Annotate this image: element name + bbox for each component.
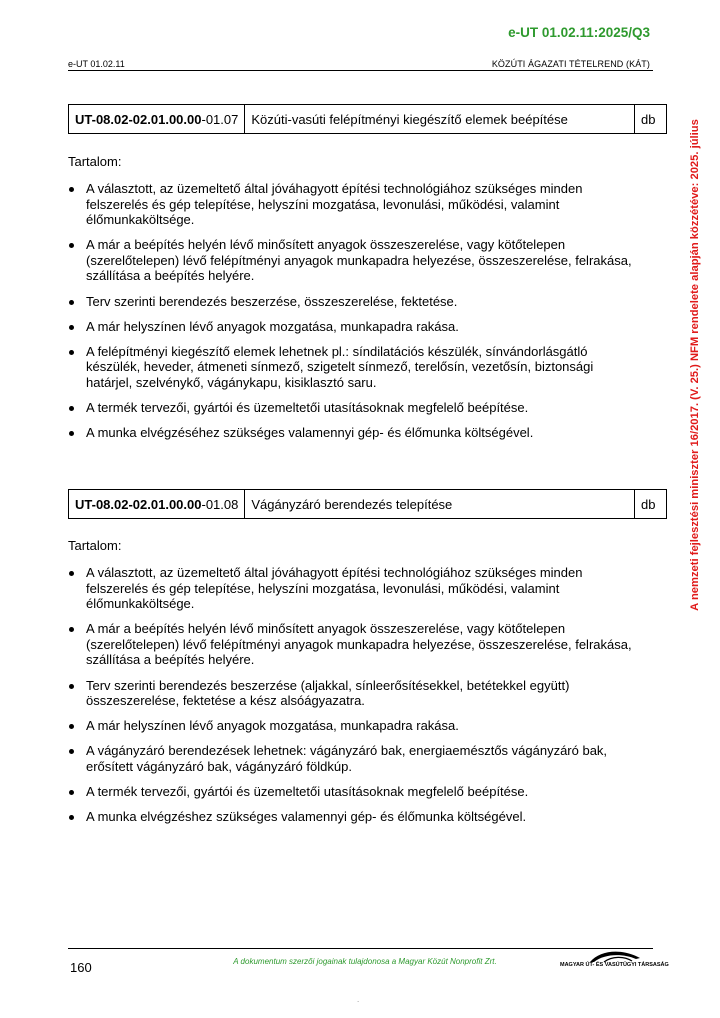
list-item: A termék tervezői, gyártói és üzemeltetői utasításoknak megfelelő beépítése.: [68, 400, 638, 416]
item-title: Közúti-vasúti felépítményi kiegészítő elemek beépítése: [245, 105, 635, 134]
item-unit: db: [635, 490, 667, 519]
content-list: [68, 565, 638, 834]
running-header-right: KÖZÚTI ÁGAZATI TÉTELREND (KÁT): [491, 59, 650, 69]
list-item: A felépítményi kiegészítő elemek lehetnek pl.: síndilatációs készülék, sínvándorlásgátló készülék, heveder, átmeneti sínmező, szigetelt sínmező, terelősín, vezetősín, biztonsági határjel, szelvénykő, vágánykapu, kisiklasztó saru.: [68, 344, 638, 391]
list-item: A munka elvégzéshez szükséges valamennyi gép- és élőmunka költségével.: [68, 809, 638, 825]
society-logo-icon: [560, 950, 669, 972]
publication-sidebar-note: A nemzeti fejlesztési miniszter 16/2017. (V. 25.) NFM rendelete alapján közzétéve: 2025. július: [689, 119, 701, 611]
list-item: Terv szerinti berendezés beszerzése, összeszerelése, fektetése.: [68, 294, 638, 310]
item-code-suffix: -01.07: [201, 111, 239, 127]
list-item: A vágányzáró berendezések lehetnek: vágányzáró bak, energiaemésztős vágányzáró bak, erősített vágányzáró bak, vágányzáró földkúp.: [68, 743, 638, 774]
page-number: 160: [70, 960, 92, 975]
item-code-main: UT-08.02-02.01.00.00: [75, 111, 202, 127]
list-item: A már a beépítés helyén lévő minősített anyagok összeszerelése, vagy kötőtelepen (szerelőtelepen) lévő felépítményi anyagok munkapadra helyezése, összeszerelése, felrakása, szállítása a beépítés helyére.: [68, 621, 638, 668]
footer-rule: [68, 948, 653, 949]
list-item: A munka elvégzéséhez szükséges valamennyi gép- és élőmunka költségével.: [68, 425, 638, 441]
item-code: [69, 490, 245, 519]
list-item: A választott, az üzemeltető által jóváhagyott építési technológiához szükséges minden felszerelés és gép telepítése, helyszíni mozgatása, levonulási, működési, valamint élőmunkaköltsége.: [68, 181, 638, 228]
content-list: [68, 181, 638, 450]
list-item: A már a beépítés helyén lévő minősített anyagok összeszerelése, vagy kötőtelepen (szerelőtelepen) lévő felépítményi anyagok munkapadra helyezése, összeszerelése, felrakása, szállítása a beépítés helyére.: [68, 237, 638, 284]
item-header-row: [69, 490, 667, 519]
item-code-main: UT-08.02-02.01.00.00: [75, 496, 202, 512]
list-item: A termék tervezői, gyártói és üzemeltetői utasításoknak megfelelő beépítése.: [68, 784, 638, 800]
list-item: A választott, az üzemeltető által jóváhagyott építési technológiához szükséges minden felszerelés és gép telepítése, helyszíni mozgatása, levonulási, működési, valamint élőmunkaköltsége.: [68, 565, 638, 612]
item-header-row: [69, 105, 667, 134]
list-item: A már helyszínen lévő anyagok mozgatása, munkapadra rakása.: [68, 319, 638, 335]
item-code: [69, 105, 245, 134]
item-code-suffix: -01.08: [201, 496, 239, 512]
copyright-note: A dokumentum szerzői jogainak tulajdonosa a Magyar Közút Nonprofit Zrt.: [233, 957, 497, 966]
item-header-table: [68, 104, 667, 134]
header-rule: [68, 70, 653, 71]
document-code: e-UT 01.02.11:2025/Q3: [508, 25, 650, 40]
content-label: Tartalom:: [68, 538, 122, 553]
list-item: Terv szerinti berendezés beszerzése (aljakkal, sínleerősítésekkel, betétekkel együtt) összeszerelése, fektetése a kész alsóágyazatra.: [68, 678, 638, 709]
list-item: A már helyszínen lévő anyagok mozgatása, munkapadra rakása.: [68, 718, 638, 734]
item-title: Vágányzáró berendezés telepítése: [245, 490, 635, 519]
item-header-table: [68, 489, 667, 519]
society-logo-text: MAGYAR ÚT- ÉS VASÚTÜGYI TÁRSASÁG: [560, 962, 669, 968]
content-label: Tartalom:: [68, 154, 122, 169]
page-mark: .: [357, 995, 360, 1004]
item-unit: db: [635, 105, 667, 134]
running-header-left: e-UT 01.02.11: [68, 59, 125, 69]
